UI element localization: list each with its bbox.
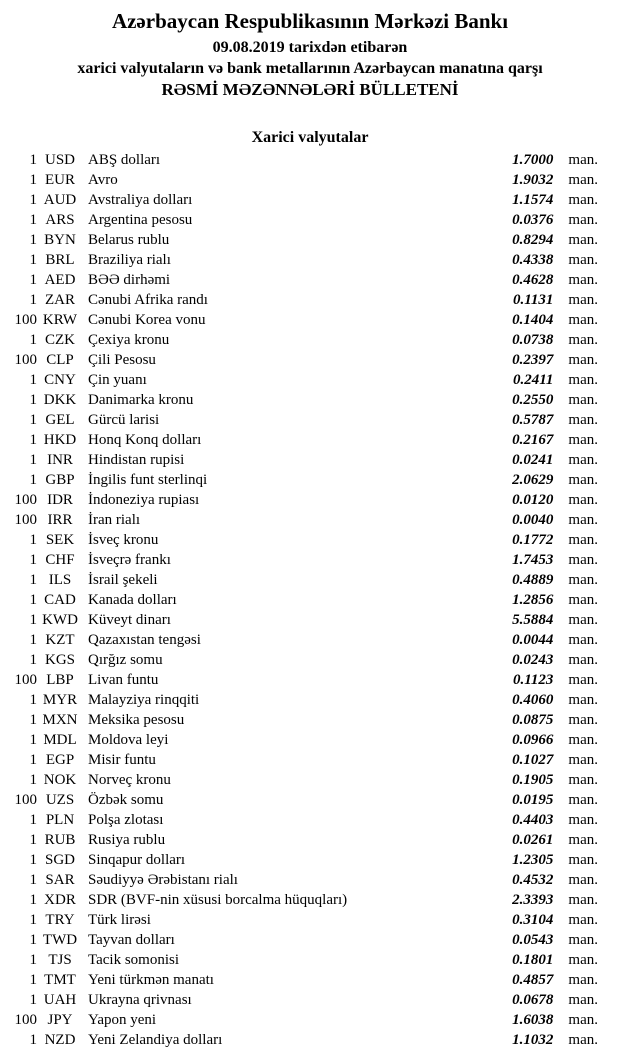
currency-unit: man. bbox=[568, 1012, 598, 1028]
currency-row-gbp bbox=[0, 470, 620, 490]
currency-code: UZS bbox=[45, 792, 75, 808]
currency-rate: 0.0044 bbox=[512, 632, 554, 648]
currency-rate: 0.4403 bbox=[512, 812, 554, 828]
currency-unit: man. bbox=[568, 992, 598, 1008]
currency-row-nzd bbox=[0, 1030, 620, 1050]
currency-name: Avro bbox=[88, 172, 118, 188]
currency-code: USD bbox=[44, 152, 75, 168]
currency-row-egp bbox=[0, 750, 620, 770]
currency-rate: 2.3393 bbox=[512, 892, 554, 908]
currency-rate: 0.1131 bbox=[512, 292, 554, 308]
currency-rate: 0.0243 bbox=[512, 652, 554, 668]
currency-row-irr bbox=[0, 510, 620, 530]
currency-rate: 0.4628 bbox=[512, 272, 554, 288]
currency-row-try bbox=[0, 910, 620, 930]
currency-rate: 1.1032 bbox=[512, 1032, 554, 1048]
currency-rate: 1.6038 bbox=[512, 1012, 554, 1028]
currency-qty: 1 bbox=[29, 232, 37, 248]
currency-name: İran rialı bbox=[88, 512, 141, 528]
currency-row-pln bbox=[0, 810, 620, 830]
currency-unit: man. bbox=[568, 832, 598, 848]
currency-code: TRY bbox=[45, 912, 75, 928]
currency-unit: man. bbox=[568, 392, 598, 408]
currency-row-aed bbox=[0, 270, 620, 290]
currency-code: SGD bbox=[44, 852, 75, 868]
currency-qty: 1 bbox=[29, 732, 37, 748]
currency-qty: 1 bbox=[29, 332, 37, 348]
currency-row-tmt bbox=[0, 970, 620, 990]
currency-code: KWD bbox=[42, 612, 78, 628]
currency-unit: man. bbox=[568, 612, 598, 628]
currency-qty: 1 bbox=[29, 892, 37, 908]
currency-qty: 1 bbox=[29, 452, 37, 468]
currency-qty: 100 bbox=[14, 672, 37, 688]
currency-qty: 1 bbox=[29, 652, 37, 668]
currency-row-inr bbox=[0, 450, 620, 470]
currency-rate: 0.0261 bbox=[512, 832, 554, 848]
currency-unit: man. bbox=[568, 472, 598, 488]
currency-name: İngilis funt sterlinqi bbox=[88, 472, 208, 488]
currency-row-kgs bbox=[0, 650, 620, 670]
currency-qty: 1 bbox=[29, 872, 37, 888]
currency-row-uah bbox=[0, 990, 620, 1010]
currency-rate: 0.1772 bbox=[512, 532, 554, 548]
currency-unit: man. bbox=[568, 712, 598, 728]
currency-name: Tayvan dolları bbox=[88, 932, 175, 948]
currency-row-cad bbox=[0, 590, 620, 610]
currency-unit: man. bbox=[568, 672, 598, 688]
currency-row-xdr bbox=[0, 890, 620, 910]
currency-rate: 0.0875 bbox=[512, 712, 554, 728]
currency-rate: 0.0120 bbox=[512, 492, 554, 508]
currency-name: Küveyt dinarı bbox=[88, 612, 171, 628]
currency-name: Yapon yeni bbox=[88, 1012, 157, 1028]
currency-qty: 1 bbox=[29, 532, 37, 548]
currency-code: CAD bbox=[44, 592, 76, 608]
currency-unit: man. bbox=[568, 792, 598, 808]
currency-rate: 0.1905 bbox=[512, 772, 554, 788]
currency-row-ils bbox=[0, 570, 620, 590]
currency-unit: man. bbox=[568, 412, 598, 428]
currency-rate: 0.2167 bbox=[512, 432, 554, 448]
currency-unit: man. bbox=[568, 352, 598, 368]
currency-qty: 100 bbox=[14, 1012, 37, 1028]
currency-name: Norveç kronu bbox=[88, 772, 171, 788]
currency-rate: 0.5787 bbox=[512, 412, 554, 428]
currency-code: BYN bbox=[44, 232, 76, 248]
currency-name: Çexiya kronu bbox=[88, 332, 170, 348]
currency-name: Qırğız somu bbox=[88, 652, 163, 668]
currency-qty: 1 bbox=[29, 252, 37, 268]
currency-rate: 0.3104 bbox=[512, 912, 554, 928]
currency-code: NOK bbox=[43, 772, 77, 788]
currency-qty: 1 bbox=[29, 572, 37, 588]
currency-code: TJS bbox=[48, 952, 72, 968]
currency-code: HKD bbox=[43, 432, 77, 448]
currency-unit: man. bbox=[568, 312, 598, 328]
currency-code: CLP bbox=[46, 352, 74, 368]
currency-rate: 0.4857 bbox=[512, 972, 554, 988]
currency-code: TWD bbox=[42, 932, 78, 948]
currency-rate: 1.2305 bbox=[512, 852, 554, 868]
currency-rate: 0.4338 bbox=[512, 252, 554, 268]
currency-qty: 1 bbox=[29, 592, 37, 608]
currency-row-twd bbox=[0, 930, 620, 950]
currency-row-nok bbox=[0, 770, 620, 790]
currency-name: SDR (BVF-nin xüsusi borcalma hüquqları) bbox=[88, 892, 348, 908]
currency-rate: 1.9032 bbox=[512, 172, 554, 188]
currency-code: DKK bbox=[43, 392, 77, 408]
bulletin-header bbox=[0, 8, 620, 101]
currency-unit: man. bbox=[568, 572, 598, 588]
currency-code: BRL bbox=[45, 252, 75, 268]
currency-code: SEK bbox=[45, 532, 75, 548]
currency-code: EUR bbox=[45, 172, 75, 188]
currency-row-tjs bbox=[0, 950, 620, 970]
currency-name: Ukrayna qrivnası bbox=[88, 992, 192, 1008]
currency-rate: 2.0629 bbox=[512, 472, 554, 488]
currency-qty: 1 bbox=[29, 432, 37, 448]
currency-code: TMT bbox=[44, 972, 76, 988]
currency-row-sar bbox=[0, 870, 620, 890]
currency-rate: 0.4060 bbox=[512, 692, 554, 708]
currency-unit: man. bbox=[568, 752, 598, 768]
currency-name: Sinqapur dolları bbox=[88, 852, 186, 868]
currency-rate: 0.1404 bbox=[512, 312, 554, 328]
currency-qty: 100 bbox=[14, 792, 37, 808]
currency-code: CHF bbox=[45, 552, 75, 568]
currency-rate: 0.8294 bbox=[512, 232, 554, 248]
currency-code: MDL bbox=[43, 732, 77, 748]
currency-unit: man. bbox=[568, 812, 598, 828]
currency-qty: 1 bbox=[29, 1032, 37, 1048]
currency-name: İndoneziya rupiası bbox=[88, 492, 200, 508]
currency-name: Kanada dolları bbox=[88, 592, 177, 608]
currency-qty: 1 bbox=[29, 832, 37, 848]
currency-rate: 1.2856 bbox=[512, 592, 554, 608]
currency-qty: 1 bbox=[29, 972, 37, 988]
currency-unit: man. bbox=[568, 952, 598, 968]
currency-qty: 1 bbox=[29, 772, 37, 788]
currency-name: Hindistan rupisi bbox=[88, 452, 185, 468]
currency-unit: man. bbox=[568, 772, 598, 788]
currency-rate: 0.0376 bbox=[512, 212, 554, 228]
currency-unit: man. bbox=[568, 372, 598, 388]
currency-name: Çili Pesosu bbox=[88, 352, 156, 368]
currency-name: BƏƏ dirhəmi bbox=[88, 272, 171, 288]
currency-qty: 1 bbox=[29, 212, 37, 228]
currency-name: Türk lirəsi bbox=[88, 912, 151, 928]
currency-qty: 1 bbox=[29, 272, 37, 288]
currency-unit: man. bbox=[568, 492, 598, 508]
currency-name: Cənubi Afrika randı bbox=[88, 292, 208, 308]
currency-rate: 1.7000 bbox=[512, 152, 554, 168]
currency-rate: 0.1123 bbox=[512, 672, 554, 688]
currency-row-krw bbox=[0, 310, 620, 330]
currency-row-kwd bbox=[0, 610, 620, 630]
currency-unit: man. bbox=[568, 912, 598, 928]
currency-code: KGS bbox=[44, 652, 75, 668]
currency-name: Malayziya rinqqiti bbox=[88, 692, 200, 708]
currency-rate: 0.1027 bbox=[512, 752, 554, 768]
currency-code: ARS bbox=[45, 212, 75, 228]
currency-row-uzs bbox=[0, 790, 620, 810]
currency-qty: 1 bbox=[29, 912, 37, 928]
currency-code: IDR bbox=[47, 492, 73, 508]
currency-unit: man. bbox=[568, 512, 598, 528]
currency-code: AUD bbox=[43, 192, 77, 208]
currency-rate: 0.0738 bbox=[512, 332, 554, 348]
currency-code: IRR bbox=[47, 512, 73, 528]
currency-unit: man. bbox=[568, 172, 598, 188]
currency-code: INR bbox=[47, 452, 73, 468]
currency-row-zar bbox=[0, 290, 620, 310]
currency-code: XDR bbox=[44, 892, 76, 908]
currency-code: JPY bbox=[47, 1012, 73, 1028]
currency-row-ars bbox=[0, 210, 620, 230]
currency-unit: man. bbox=[568, 532, 598, 548]
currency-name: Yeni Zelandiya dolları bbox=[88, 1032, 223, 1048]
currency-unit: man. bbox=[568, 972, 598, 988]
section-title-foreign-currencies: Xarici valyutalar bbox=[251, 129, 369, 146]
currency-name: Polşa zlotası bbox=[88, 812, 164, 828]
currency-name: Argentina pesosu bbox=[88, 212, 193, 228]
currency-rate: 1.7453 bbox=[512, 552, 554, 568]
currency-unit: man. bbox=[568, 252, 598, 268]
currency-row-lbp bbox=[0, 670, 620, 690]
currency-qty: 1 bbox=[29, 712, 37, 728]
currency-row-kzt bbox=[0, 630, 620, 650]
currency-qty: 1 bbox=[29, 952, 37, 968]
currency-rate: 0.0678 bbox=[512, 992, 554, 1008]
currency-qty: 1 bbox=[29, 472, 37, 488]
currency-rate: 0.0543 bbox=[512, 932, 554, 948]
currency-code: GBP bbox=[45, 472, 75, 488]
currency-row-dkk bbox=[0, 390, 620, 410]
currency-qty: 1 bbox=[29, 292, 37, 308]
currency-unit: man. bbox=[568, 592, 598, 608]
currency-name: İsrail şekeli bbox=[88, 572, 158, 588]
currency-row-czk bbox=[0, 330, 620, 350]
currency-code: MYR bbox=[42, 692, 78, 708]
currency-rate: 0.1801 bbox=[512, 952, 554, 968]
currency-name: Rusiya rublu bbox=[88, 832, 166, 848]
currency-code: CZK bbox=[45, 332, 75, 348]
currency-row-chf bbox=[0, 550, 620, 570]
currency-qty: 1 bbox=[29, 992, 37, 1008]
currency-rate-table bbox=[0, 150, 620, 1050]
currency-name: İsveçrə frankı bbox=[88, 552, 171, 568]
currency-code: SAR bbox=[45, 872, 75, 888]
currency-name: Belarus rublu bbox=[88, 232, 170, 248]
currency-row-clp bbox=[0, 350, 620, 370]
currency-code: ILS bbox=[48, 572, 72, 588]
currency-qty: 1 bbox=[29, 172, 37, 188]
effective-date-line: 09.08.2019 tarixdən etibarən bbox=[212, 39, 408, 56]
currency-name: Livan funtu bbox=[88, 672, 159, 688]
currency-unit: man. bbox=[568, 152, 598, 168]
currency-name: Gürcü larisi bbox=[88, 412, 160, 428]
currency-rate: 0.2411 bbox=[512, 372, 554, 388]
currency-unit: man. bbox=[568, 892, 598, 908]
currency-row-mxn bbox=[0, 710, 620, 730]
currency-row-sek bbox=[0, 530, 620, 550]
currency-unit: man. bbox=[568, 232, 598, 248]
currency-unit: man. bbox=[568, 272, 598, 288]
currency-unit: man. bbox=[568, 432, 598, 448]
currency-code: NZD bbox=[44, 1032, 76, 1048]
currency-qty: 100 bbox=[14, 492, 37, 508]
currency-rate: 0.2550 bbox=[512, 392, 554, 408]
currency-qty: 1 bbox=[29, 392, 37, 408]
currency-row-jpy bbox=[0, 1010, 620, 1030]
currency-row-rub bbox=[0, 830, 620, 850]
currency-unit: man. bbox=[568, 692, 598, 708]
currency-qty: 1 bbox=[29, 612, 37, 628]
currency-name: Braziliya rialı bbox=[88, 252, 171, 268]
currency-name: İsveç kronu bbox=[88, 532, 159, 548]
currency-code: KRW bbox=[42, 312, 78, 328]
currency-name: Səudiyyə Ərəbistanı rialı bbox=[88, 872, 238, 888]
currency-code: LBP bbox=[46, 672, 74, 688]
currency-unit: man. bbox=[568, 652, 598, 668]
currency-unit: man. bbox=[568, 192, 598, 208]
currency-name: Misir funtu bbox=[88, 752, 156, 768]
currency-code: AED bbox=[44, 272, 76, 288]
currency-unit: man. bbox=[568, 632, 598, 648]
currency-code: ZAR bbox=[45, 292, 75, 308]
currency-code: PLN bbox=[45, 812, 75, 828]
currency-code: UAH bbox=[43, 992, 77, 1008]
currency-code: GEL bbox=[45, 412, 75, 428]
currency-unit: man. bbox=[568, 732, 598, 748]
currency-rate: 0.0966 bbox=[512, 732, 554, 748]
currency-unit: man. bbox=[568, 552, 598, 568]
currency-row-mdl bbox=[0, 730, 620, 750]
subject-line: xarici valyutaların və bank metallarının Azərbaycan manatına qarşı bbox=[77, 60, 543, 77]
currency-row-byn bbox=[0, 230, 620, 250]
currency-rate: 0.0195 bbox=[512, 792, 554, 808]
currency-name: Qazaxıstan tengəsi bbox=[88, 632, 201, 648]
currency-row-myr bbox=[0, 690, 620, 710]
currency-rate: 0.0040 bbox=[512, 512, 554, 528]
currency-code: RUB bbox=[44, 832, 76, 848]
currency-qty: 1 bbox=[29, 192, 37, 208]
currency-qty: 1 bbox=[29, 552, 37, 568]
currency-name: Tacik somonisi bbox=[88, 952, 180, 968]
currency-row-usd bbox=[0, 150, 620, 170]
currency-qty: 100 bbox=[14, 352, 37, 368]
currency-code: CNY bbox=[44, 372, 76, 388]
currency-name: Yeni türkmən manatı bbox=[88, 972, 214, 988]
currency-qty: 100 bbox=[14, 512, 37, 528]
currency-unit: man. bbox=[568, 1032, 598, 1048]
currency-row-sgd bbox=[0, 850, 620, 870]
currency-name: ABŞ dolları bbox=[88, 152, 161, 168]
currency-qty: 1 bbox=[29, 932, 37, 948]
currency-rate: 0.2397 bbox=[512, 352, 554, 368]
currency-qty: 1 bbox=[29, 152, 37, 168]
currency-unit: man. bbox=[568, 292, 598, 308]
currency-qty: 1 bbox=[29, 412, 37, 428]
currency-qty: 1 bbox=[29, 752, 37, 768]
bulletin-title: RƏSMİ MƏZƏNNƏLƏRİ BÜLLETENİ bbox=[161, 80, 459, 99]
currency-code: KZT bbox=[45, 632, 75, 648]
currency-row-aud bbox=[0, 190, 620, 210]
currency-name: Cənubi Korea vonu bbox=[88, 312, 206, 328]
currency-qty: 1 bbox=[29, 372, 37, 388]
currency-rate: 0.0241 bbox=[512, 452, 554, 468]
currency-row-gel bbox=[0, 410, 620, 430]
currency-qty: 1 bbox=[29, 852, 37, 868]
currency-rate: 0.4532 bbox=[512, 872, 554, 888]
currency-unit: man. bbox=[568, 932, 598, 948]
currency-code: EGP bbox=[45, 752, 75, 768]
currency-name: Avstraliya dolları bbox=[88, 192, 193, 208]
currency-rate: 1.1574 bbox=[512, 192, 554, 208]
currency-name: Moldova leyi bbox=[88, 732, 169, 748]
currency-name: Çin yuanı bbox=[88, 372, 147, 388]
currency-qty: 1 bbox=[29, 632, 37, 648]
currency-row-hkd bbox=[0, 430, 620, 450]
currency-unit: man. bbox=[568, 852, 598, 868]
bank-title: Azərbaycan Respublikasının Mərkəzi Bankı bbox=[111, 9, 509, 33]
currency-name: Honq Konq dolları bbox=[88, 432, 202, 448]
currency-name: Meksika pesosu bbox=[88, 712, 185, 728]
currency-unit: man. bbox=[568, 332, 598, 348]
currency-row-eur bbox=[0, 170, 620, 190]
currency-name: Danimarka kronu bbox=[88, 392, 194, 408]
currency-qty: 1 bbox=[29, 692, 37, 708]
currency-code: MXN bbox=[42, 712, 78, 728]
currency-unit: man. bbox=[568, 212, 598, 228]
currency-row-brl bbox=[0, 250, 620, 270]
currency-unit: man. bbox=[568, 872, 598, 888]
currency-rate: 0.4889 bbox=[512, 572, 554, 588]
currency-unit: man. bbox=[568, 452, 598, 468]
currency-row-cny bbox=[0, 370, 620, 390]
currency-rate: 5.5884 bbox=[512, 612, 554, 628]
currency-name: Özbək somu bbox=[88, 792, 164, 808]
currency-qty: 100 bbox=[14, 312, 37, 328]
currency-qty: 1 bbox=[29, 812, 37, 828]
currency-row-idr bbox=[0, 490, 620, 510]
